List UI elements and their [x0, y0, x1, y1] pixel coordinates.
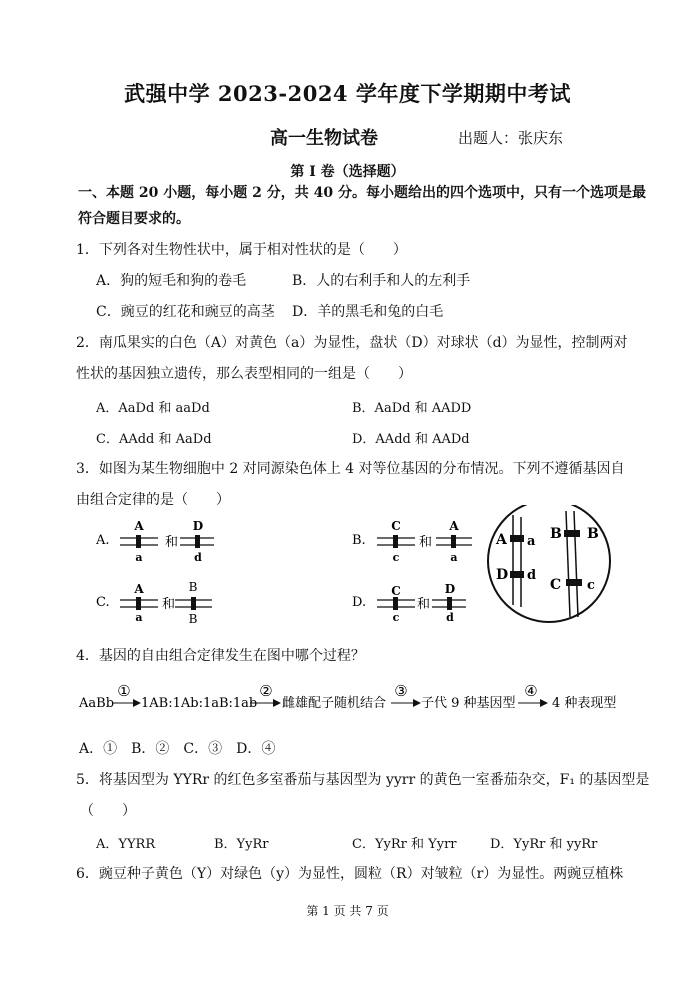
cell-gene-label: D: [496, 567, 509, 583]
flow-step: ②: [259, 682, 273, 700]
cell-gene-label: A: [496, 532, 507, 548]
q5-option-c: C．YyRr 和 Yyrr: [352, 837, 457, 852]
instructions-line-2: 符合题目要求的。: [78, 211, 190, 227]
and-word: 和: [162, 597, 176, 612]
gene-label: C: [391, 584, 401, 598]
q3-option-a-diagram: [120, 519, 214, 564]
cell-gene-label: a: [527, 534, 536, 549]
gene-label: d: [446, 611, 454, 624]
q5-option-d: D．YyRr 和 yyRr: [490, 837, 598, 852]
flow-fertilization: 雌雄配子随机结合: [282, 696, 387, 711]
gene-label: A: [134, 519, 144, 533]
q4-options: A．① B．② C．③ D．④: [79, 741, 276, 757]
q1-option-d: D．羊的黑毛和兔的白毛: [292, 304, 444, 320]
q5-option-b: B．YyRr: [214, 837, 269, 852]
q3-option-c-letter: C.: [96, 595, 110, 610]
q3-option-c-diagram: [120, 580, 212, 626]
flow-step: ①: [117, 682, 131, 700]
and-word: 和: [417, 597, 431, 612]
q2-stem-line-1: 2．南瓜果实的白色（A）对黄色（a）为显性，盘状（D）对球状（d）为显性，控制两对: [76, 335, 628, 351]
and-word: 和: [165, 535, 179, 550]
q1-option-c: C．豌豆的红花和豌豆的高茎: [96, 304, 275, 320]
page-footer: 第 1 页 共 7 页: [306, 904, 389, 918]
instructions-line-1: 一、本题 20 小题，每小题 2 分，共 40 分。每小题给出的四个选项中，只有一个选项是最: [78, 185, 646, 201]
q5-option-a: A．YYRR: [96, 837, 156, 852]
gene-label: A: [134, 582, 144, 596]
q2-option-c: C．AAdd 和 AaDd: [96, 432, 212, 447]
q2-stem-line-2: 性状的基因独立遗传，那么表型相同的一组是（ ）: [76, 366, 412, 382]
gene-label: A: [449, 519, 459, 533]
q5-stem-line-1: 5．将基因型为 YYRr 的红色多室番茄与基因型为 yyrr 的黄色一室番茄杂交，F₁ 的基因型是: [76, 772, 650, 788]
q2-option-a: A．AaDd 和 aaDd: [96, 401, 210, 416]
cell-gene-label: B: [550, 526, 562, 542]
gene-label: c: [392, 611, 400, 624]
q1-option-b: B．人的右利手和人的左利手: [292, 273, 471, 289]
flow-genotype: AaBb: [79, 696, 115, 711]
and-word: 和: [419, 535, 433, 550]
q3-stem-line-2: 由组合定律的是（ ）: [76, 492, 230, 508]
gene-label: C: [391, 519, 401, 533]
gene-label: d: [194, 551, 202, 564]
part-heading: 第 I 卷（选择题）: [290, 164, 405, 180]
q3-option-b-diagram: [377, 519, 472, 564]
gene-label: B: [188, 612, 198, 626]
cell-gene-label: C: [550, 577, 562, 593]
flow-gametes: 1AB:1Ab:1aB:1ab: [141, 696, 258, 711]
gene-label: a: [450, 551, 458, 564]
paper-subtitle: 高一生物试卷: [270, 128, 378, 149]
q3-option-d-letter: D.: [352, 595, 367, 610]
gene-label: D: [192, 519, 204, 533]
q5-stem-line-2: （ ）: [80, 803, 136, 819]
q4-flow-diagram: [0, 680, 695, 720]
gene-label: c: [392, 551, 400, 564]
q4-stem: 4．基因的自由组合定律发生在图中哪个过程？: [76, 648, 365, 664]
q3-option-d-diagram: [377, 582, 466, 624]
flow-phenotypes: 4 种表现型: [552, 696, 617, 711]
exam-title: 武强中学 2023-2024 学年度下学期期中考试: [124, 81, 571, 106]
cell-gene-label: c: [587, 578, 595, 593]
q1-stem: 1．下列各对生物性状中，属于相对性状的是（ ）: [76, 242, 407, 258]
flow-genotypes: 子代 9 种基因型: [421, 696, 516, 711]
flow-step: ③: [394, 682, 408, 700]
gene-label: D: [444, 582, 456, 596]
q6-stem-line-1: 6．豌豆种子黄色（Y）对绿色（y）为显性，圆粒（R）对皱粒（r）为显性。两豌豆植株: [76, 866, 624, 882]
q3-stem-line-1: 3．如图为某生物细胞中 2 对同源染色体上 4 对等位基因的分布情况。下列不遵循基因自: [76, 461, 625, 477]
gene-label: B: [188, 580, 198, 594]
question-setter: 出题人：张庆东: [458, 129, 564, 147]
gene-label: a: [135, 551, 143, 564]
q2-option-b: B．AaDd 和 AADD: [352, 401, 472, 416]
cell-gene-label: B: [587, 526, 599, 542]
q1-option-a: A．狗的短毛和狗的卷毛: [96, 273, 247, 289]
q2-option-d: D．AAdd 和 AADd: [352, 432, 470, 447]
q3-figures: [0, 505, 695, 635]
cell-gene-label: d: [527, 568, 537, 583]
q3-cell-diagram: [488, 505, 610, 622]
q3-option-a-letter: A.: [96, 533, 110, 548]
q3-option-b-letter: B.: [352, 533, 366, 548]
flow-step: ④: [524, 682, 538, 700]
gene-label: a: [135, 611, 143, 624]
